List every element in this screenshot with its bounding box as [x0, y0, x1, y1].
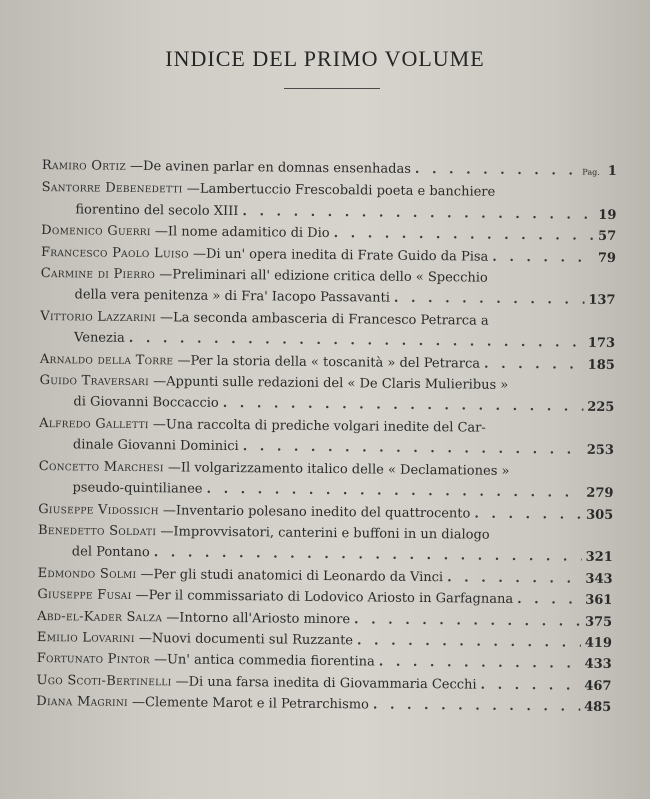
toc-entry	[39, 413, 614, 462]
toc-title-text: Per la storia della « toscanità » del Petrarca	[190, 353, 481, 372]
page-number: 79	[597, 250, 617, 266]
page-number: 343	[585, 571, 613, 587]
toc-author: Ugo Scoti-Bertinelli	[36, 672, 172, 690]
toc-title-text: Per gli studi anatomici di Leonardo da Vinci	[153, 566, 444, 585]
toc-line: Concetto Marchesi — Il volgarizzamento italico delle « Declamationes »	[39, 456, 614, 483]
toc-line: Edmondo Solmi — Per gli studi anatomici di Leonardo da Vinci . . . 343	[38, 563, 613, 590]
toc-line: Guido Traversari — Appunti sulle redazioni del « De Claris Mulieribus »	[40, 370, 615, 397]
toc-author: Alfredo Galletti	[39, 415, 149, 433]
toc-title-text: Appunti sulle redazioni del « De Claris Mulieribus »	[166, 374, 509, 393]
table-of-contents	[36, 155, 617, 719]
dot-leader	[415, 159, 579, 182]
page-label: Pag.	[582, 167, 600, 177]
toc-title-text: Lambertuccio Frescobaldi poeta e banchiere	[199, 182, 496, 201]
toc-line: Fortunato Pintor — Un' antica commedia fiorentina . . . 433	[37, 648, 612, 675]
dot-leader	[357, 630, 581, 654]
toc-line: Diana Magrini — Clemente Marot e il Petrarchismo . . . 485	[36, 691, 611, 718]
toc-line: Benedetto Soldati — Improvvisatori, canterini e buffoni in un dialogo	[38, 520, 613, 547]
toc-title-text: fiorentino del secolo XIII	[75, 202, 239, 219]
toc-title-text: della vera penitenza » di Fra' Iacopo Passavanti	[74, 287, 391, 307]
page-number: 433	[584, 657, 612, 673]
toc-title-text: La seconda ambasceria di Francesco Petrarca a	[173, 310, 489, 329]
page-title: INDICE DEL PRIMO VOLUME	[165, 46, 485, 71]
toc-title-text: Una raccolta di prediche volgari inedite del Car-	[165, 417, 486, 436]
toc-title-text: Improvvisatori, canterini e buffoni in un dialogo	[173, 524, 490, 543]
toc-entry	[40, 306, 615, 355]
toc-title-text: Per il commissariato di Lodovico Ariosto in Garfagnana	[148, 588, 514, 608]
toc-author: Guido Traversari	[39, 373, 150, 390]
page-number: 361	[585, 592, 613, 609]
toc-author: Giuseppe Vidossich	[38, 501, 159, 518]
toc-author: Carmine di Pierro	[40, 266, 156, 283]
toc-line: Francesco Paolo Luiso — Di un' opera inedita di Frate Guido da Pisa . . . 79	[41, 242, 616, 269]
dot-leader	[447, 567, 582, 590]
toc-title-text: Un' antica commedia fiorentina	[166, 652, 375, 670]
toc-line: Ramiro Ortiz — De avinen parlar en domnas ensenhadas . . . Pag. 1	[42, 155, 617, 183]
toc-title-text: De avinen parlar en domnas ensenhadas	[142, 159, 412, 177]
page-number: 173	[587, 335, 616, 352]
dot-leader	[334, 223, 595, 247]
toc-author: Fortunato Pintor	[36, 651, 150, 668]
toc-title-text: Preliminari all' edizione critica dello « Specchio	[172, 267, 488, 286]
toc-author: Vittorio Lazzarini	[40, 308, 157, 326]
toc-entry	[39, 370, 614, 419]
toc-title-text: Di una farsa inedita di Giovammaria Cecchi	[188, 674, 477, 693]
toc-author: Edmondo Solmi	[37, 565, 137, 582]
toc-line: Arnaldo della Torre — Per la storia della « toscanità » del Petrarca . . . 185	[40, 349, 615, 376]
toc-author: Giuseppe Fusai	[37, 587, 132, 604]
toc-title-text: dinale Giovanni Dominici	[72, 437, 239, 455]
toc-title-text: Di un' opera inedita di Frate Guido da Pisa	[205, 246, 489, 265]
toc-title-text: Clemente Marot e il Petrarchismo	[144, 695, 370, 713]
toc-title-text: Il nome adamitico di Dio	[167, 224, 330, 242]
toc-author: Abd-el-Kader Salza	[37, 608, 163, 625]
dot-leader	[480, 674, 580, 696]
toc-title-text: Il volgarizzamento italico delle « Declamationes »	[180, 460, 510, 479]
toc-line: Ugo Scoti-Bertinelli — Di una farsa inedita di Giovammaria Cecchi . . . 467	[36, 670, 611, 697]
toc-line: Giuseppe Vidossich — Inventario polesano inedito del quattrocento . . . 305	[38, 498, 613, 525]
dot-leader	[354, 609, 581, 633]
toc-author: Domenico Guerri	[41, 223, 151, 240]
toc-title-text: Intorno all'Ariosto minore	[179, 609, 351, 627]
toc-line: Vittorio Lazzarini — La seconda ambasceria di Francesco Petrarca a	[40, 306, 615, 333]
toc-line: Santorre Debenedetti — Lambertuccio Frescobaldi poeta e banchiere	[42, 177, 617, 204]
title-rule	[284, 88, 380, 89]
page-number: 19	[598, 207, 617, 223]
toc-line: Giuseppe Fusai — Per il commissariato di Lodovico Ariosto in Garfagnana . . . 361	[37, 584, 612, 611]
toc-entry	[38, 520, 613, 569]
page-number: 467	[584, 678, 612, 694]
page-number: 279	[586, 485, 614, 502]
dot-leader	[394, 288, 585, 311]
dot-leader	[492, 246, 594, 268]
toc-entry	[38, 456, 613, 505]
page-number: 375	[584, 614, 613, 630]
toc-title-text: pseudo-quintilianee	[72, 480, 203, 497]
page-number: 321	[585, 550, 613, 566]
toc-author: Ramiro Ortiz	[41, 157, 127, 174]
toc-author: Arnaldo della Torre	[39, 351, 174, 369]
toc-author: Francesco Paolo Luiso	[40, 244, 189, 262]
toc-title-text: di Giovanni Boccaccio	[73, 394, 219, 412]
toc-author: Diana Magrini	[36, 694, 129, 711]
toc-entry	[40, 263, 615, 312]
toc-author: Concetto Marchesi	[38, 458, 164, 475]
toc-title-text: Inventario polesano inedito del quattrocento	[175, 502, 471, 522]
page-number: 305	[586, 507, 614, 523]
toc-line: Abd-el-Kader Salza — Intorno all'Ariosto minore . . . 375	[37, 606, 612, 633]
page-number: 419	[584, 635, 612, 651]
toc-line: Carmine di Pierro — Preliminari all' edizione critica dello « Specchio	[41, 263, 616, 290]
dot-leader	[474, 503, 582, 526]
dot-leader	[379, 652, 581, 676]
toc-author: Santorre Debenedetti	[41, 180, 183, 197]
page-number: 57	[598, 229, 617, 245]
toc-title-text: Venezia	[74, 330, 125, 347]
toc-line: Alfredo Galletti — Una raccolta di prediche volgari inedite del Car-	[39, 413, 614, 440]
page-number: 1	[607, 163, 617, 180]
dot-leader	[373, 695, 580, 719]
page-number: 225	[587, 400, 615, 416]
toc-entry	[41, 177, 616, 226]
page-number: 485	[584, 699, 612, 716]
page-number: 185	[587, 357, 615, 373]
toc-title-text: del Pontano	[71, 544, 150, 561]
toc-author: Emilio Lovarini	[36, 629, 135, 646]
page-number: 253	[586, 443, 615, 459]
page-number: 137	[588, 293, 616, 309]
toc-title-text: Nuovi documenti sul Ruzzante	[151, 631, 354, 649]
toc-author: Benedetto Soldati	[37, 522, 157, 540]
dot-leader	[517, 589, 581, 611]
toc-line: Domenico Guerri — Il nome adamitico di Dio . . . 57	[41, 220, 616, 247]
dot-leader	[484, 353, 584, 375]
toc-line: Emilio Lovarini — Nuovi documenti sul Ruzzante . . . 419	[37, 627, 612, 654]
